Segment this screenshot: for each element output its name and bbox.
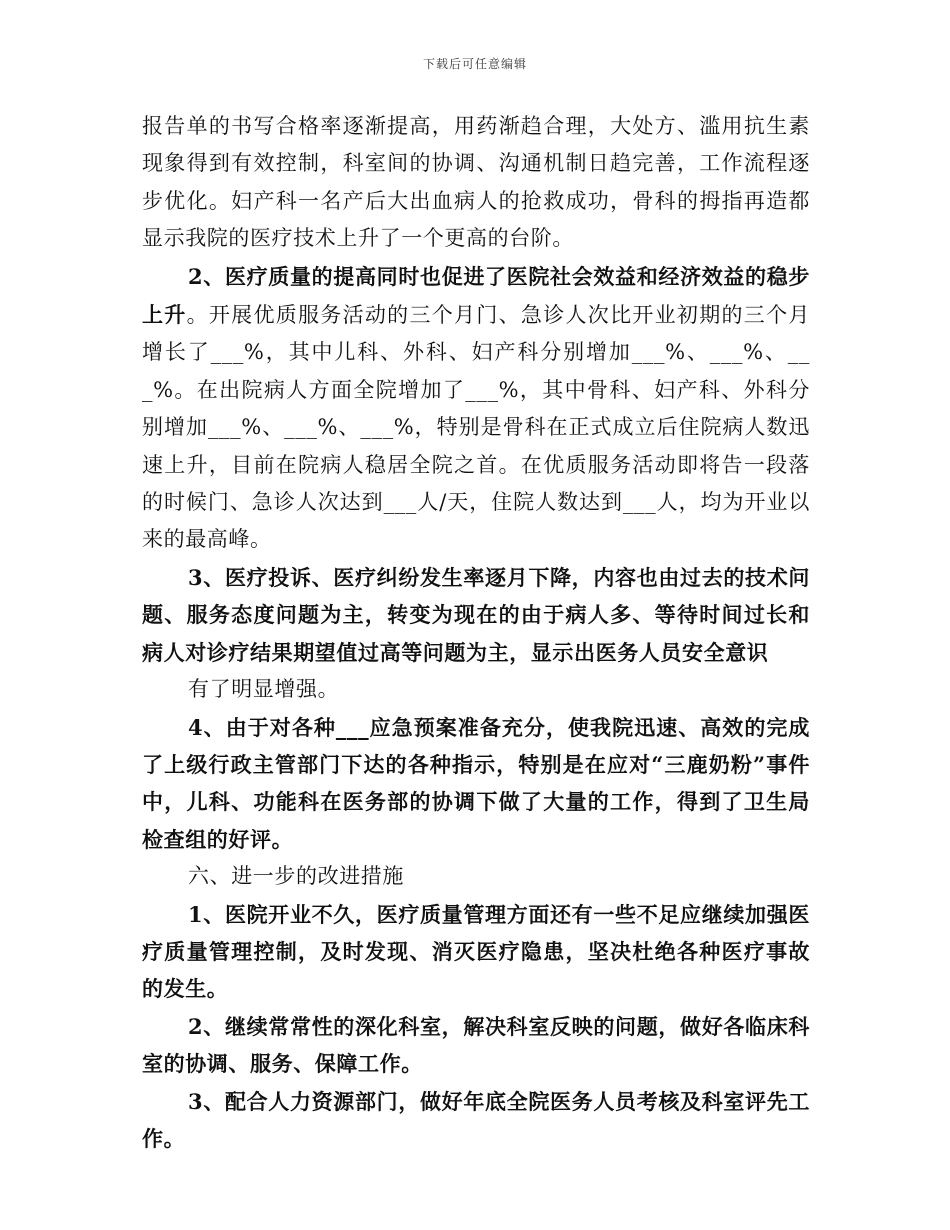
paragraph-benefit-growth-lead: 2、医疗质量的提高同时也促进了医院社会效益和经济效益的稳步上升 xyxy=(142,263,810,328)
paragraph-improvement-3: 3、配合人力资源部门，做好年底全院医务人员考核及科室评先工作。 xyxy=(142,1088,810,1151)
paragraph-benefit-growth xyxy=(142,258,810,559)
document-body xyxy=(142,108,810,1157)
header-note: 下载后可任意编辑 xyxy=(422,57,527,71)
paragraph-emergency-plans: 4、由于对各种___应急预案准备充分，使我院迅速、高效的完成了上级行政主管部门下达的各种指示，特别是在应对“三鹿奶粉”事件中，儿科、功能科在医务部的协调下做了大量的工作，得到了卫生局检查组的好评。 xyxy=(142,714,810,852)
paragraph-report-quality: 报告单的书写合格率逐渐提高，用药渐趋合理，大处方、滥用抗生素现象得到有效控制，科室间的协调、沟通机制日趋完善，工作流程逐步优化。妇产科一名产后大出血病人的抢救成功，骨科的拇指再造都显示我院的医疗技术上升了一个更高的台阶。 xyxy=(142,114,810,251)
section-heading-improvements: 六、进一步的改进措施 xyxy=(188,864,404,889)
paragraph-complaints: 3、医疗投诉、医疗纠纷发生率逐月下降，内容也由过去的技术问题、服务态度问题为主，转变为现在的由于病人多、等待时间过长和病人对诊疗结果期望值过高等问题为主，显示出医务人员安全意识 xyxy=(142,564,810,665)
paragraph-benefit-growth-body: 。开展优质服务活动的三个月门、急诊人次比开业初期的三个月增长了___%，其中儿科、外科、妇产科分别增加___%、___%、___%。在出院病人方面全院增加了___%，其中骨科、妇产科、外科分别增加___%、___%、___%，特别是骨科在正式成立后住院病人数迅速上升，目前在院病人稳居全院之首。在优质服务活动即将告一段落的时候门、急诊人次达到___人/天，住院人数达到___人，均为开业以来的最高峰。 xyxy=(142,303,810,552)
paragraph-improvement-2: 2、继续常常性的深化科室，解决科室反映的问题，做好各临床科室的协调、服务、保障工作。 xyxy=(142,1013,810,1077)
paragraph-improvement-1: 1、医院开业不久，医疗质量管理方面还有一些不足应继续加强医疗质量管理控制，及时发现、消灭医疗隐患，坚决杜绝各种医疗事故的发生。 xyxy=(142,901,810,1002)
paragraph-complaints-continued: 有了明显增强。 xyxy=(188,677,340,702)
